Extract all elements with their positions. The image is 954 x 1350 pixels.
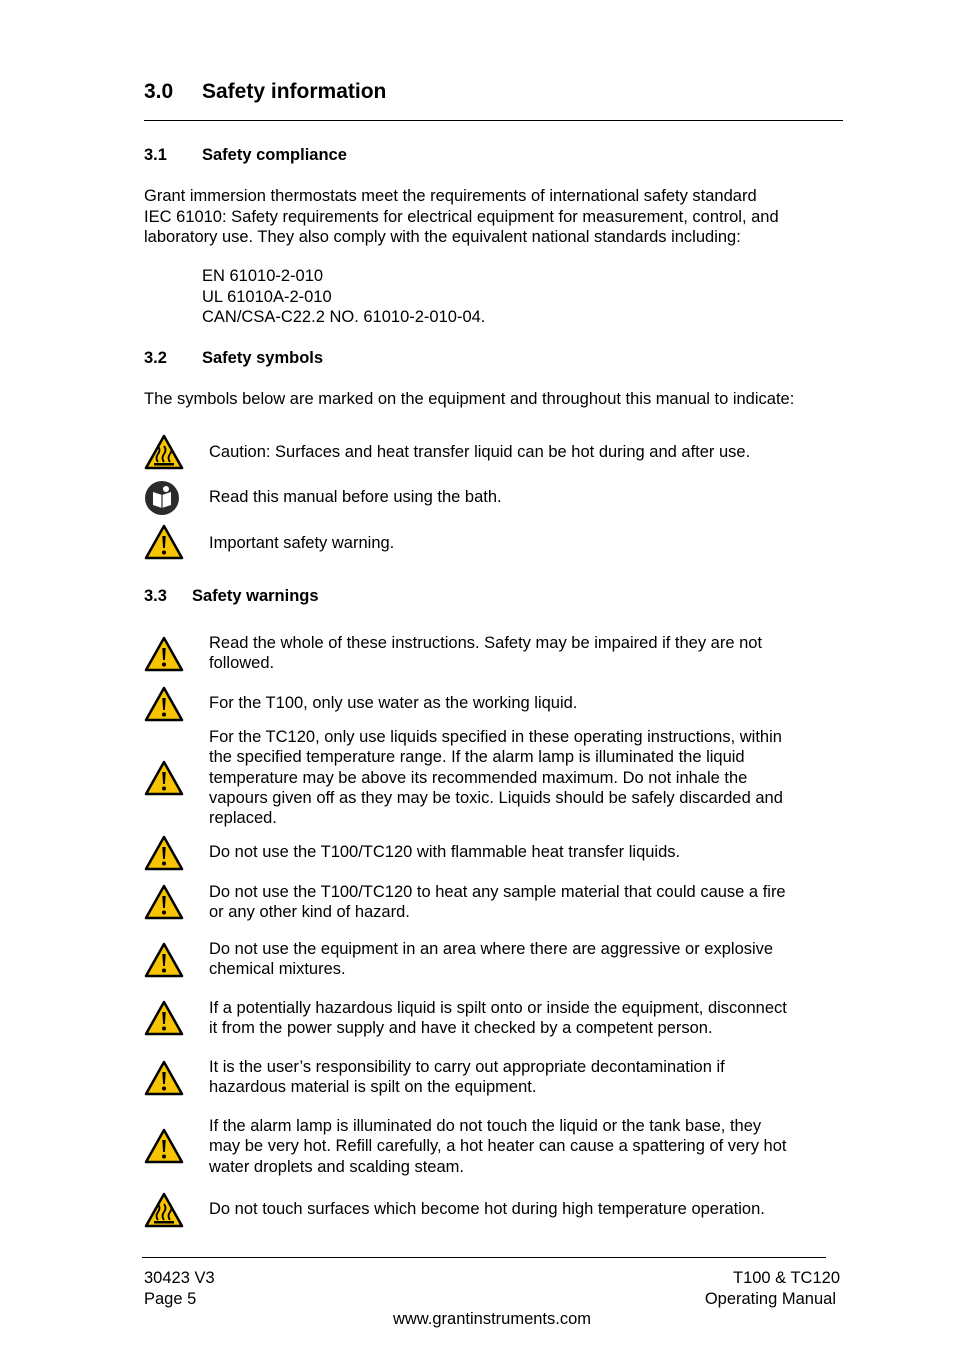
warning-line: chemical mixtures. bbox=[209, 960, 346, 979]
subsection-number: 3.1 bbox=[144, 146, 167, 164]
section-number: 3.0 bbox=[144, 80, 174, 103]
page-number: Page 5 bbox=[144, 1290, 197, 1308]
warning-text bbox=[209, 998, 839, 1039]
paragraph-line: Grant immersion thermostats meet the requirements of international safety standard bbox=[144, 187, 757, 205]
warning-line: Do not use the T100/TC120 to heat any sample material that could cause a fire bbox=[209, 883, 786, 901]
warning-line: It is the user’s responsibility to carry out appropriate decontamination if bbox=[209, 1058, 725, 1076]
general-warning-icon bbox=[144, 524, 184, 560]
warning-text bbox=[209, 693, 839, 713]
footer-rule bbox=[142, 1257, 826, 1258]
hot-surface-warning-icon bbox=[144, 1192, 184, 1228]
general-warning-icon bbox=[144, 1128, 184, 1164]
standard-item: EN 61010-2-010 bbox=[202, 267, 324, 285]
warning-line: the specified temperature range. If the alarm lamp is illuminated the liquid bbox=[209, 748, 745, 767]
warning-text bbox=[209, 727, 839, 828]
warning-line: Read the whole of these instructions. Safety may be impaired if they are not bbox=[209, 634, 763, 652]
section-title: Safety information bbox=[202, 80, 387, 103]
warning-text bbox=[209, 939, 839, 980]
paragraph-line: laboratory use. They also comply with the equivalent national standards including: bbox=[144, 228, 741, 246]
subsection-title: Safety warnings bbox=[192, 587, 319, 605]
subsection-title: Safety symbols bbox=[202, 349, 324, 367]
subsection-title: Safety compliance bbox=[202, 146, 347, 164]
symbol-description: Read this manual before using the bath. bbox=[209, 488, 502, 506]
compliance-intro bbox=[144, 186, 844, 248]
hot-surface-warning-icon bbox=[144, 434, 184, 470]
warning-line: Do not touch surfaces which become hot during high temperature operation. bbox=[209, 1200, 765, 1218]
general-warning-icon bbox=[144, 636, 184, 672]
general-warning-icon bbox=[144, 760, 184, 796]
subsection-number: 3.2 bbox=[144, 349, 167, 367]
warning-line: or any other kind of hazard. bbox=[209, 903, 410, 922]
standard-item: UL 61010A-2-010 bbox=[202, 287, 332, 306]
general-warning-icon bbox=[144, 1000, 184, 1036]
website-link[interactable]: www.grantinstruments.com bbox=[392, 1310, 592, 1328]
warning-text bbox=[209, 1057, 839, 1098]
warning-line: replaced. bbox=[209, 809, 277, 828]
warning-text bbox=[209, 882, 839, 923]
warning-line: Do not use the equipment in an area where there are aggressive or explosive bbox=[209, 940, 774, 958]
manual-name: Operating Manual bbox=[704, 1290, 836, 1308]
warning-text bbox=[209, 842, 839, 862]
read-manual-icon bbox=[144, 480, 184, 516]
warning-line: hazardous material is spilt on the equipment. bbox=[209, 1078, 537, 1097]
warning-line: If the alarm lamp is illuminated do not touch the liquid or the tank base, they bbox=[209, 1117, 762, 1135]
warning-line: may be very hot. Refill carefully, a hot heater can cause a spattering of very hot bbox=[209, 1137, 787, 1156]
warning-line: vapours given off as they may be toxic. Liquids should be safely discarded and bbox=[209, 788, 783, 807]
warning-line: Do not use the T100/TC120 with flammable heat transfer liquids. bbox=[209, 843, 681, 861]
warning-line: it from the power supply and have it checked by a competent person. bbox=[209, 1019, 713, 1038]
warning-text bbox=[209, 1116, 839, 1177]
warning-text bbox=[209, 633, 839, 674]
paragraph-line: IEC 61010: Safety requirements for electrical equipment for measurement, control, and bbox=[144, 207, 779, 226]
warning-line: For the T100, only use water as the working liquid. bbox=[209, 694, 578, 712]
warning-line: If a potentially hazardous liquid is spilt onto or inside the equipment, disconnect bbox=[209, 999, 787, 1017]
symbols-intro: The symbols below are marked on the equipment and throughout this manual to indicate: bbox=[144, 390, 795, 408]
general-warning-icon bbox=[144, 942, 184, 978]
general-warning-icon bbox=[144, 884, 184, 920]
warning-line: followed. bbox=[209, 654, 275, 673]
general-warning-icon bbox=[144, 686, 184, 722]
warning-line: water droplets and scalding steam. bbox=[209, 1157, 464, 1176]
doc-code: 30423 V3 bbox=[144, 1269, 215, 1287]
general-warning-icon bbox=[144, 1060, 184, 1096]
warning-text bbox=[209, 1199, 839, 1219]
symbol-description: Caution: Surfaces and heat transfer liquid can be hot during and after use. bbox=[209, 443, 751, 461]
header-rule bbox=[144, 120, 843, 121]
general-warning-icon bbox=[144, 835, 184, 871]
standard-item: CAN/CSA-C22.2 NO. 61010-2-010-04. bbox=[202, 308, 486, 326]
symbol-description: Important safety warning. bbox=[209, 534, 395, 552]
standards-list bbox=[202, 266, 485, 328]
product-name: T100 & TC120 bbox=[732, 1269, 840, 1287]
subsection-number: 3.3 bbox=[144, 587, 167, 605]
warning-line: temperature may be above its recommended maximum. Do not inhale the bbox=[209, 768, 748, 787]
warning-line: For the TC120, only use liquids specified in these operating instructions, within bbox=[209, 728, 782, 746]
